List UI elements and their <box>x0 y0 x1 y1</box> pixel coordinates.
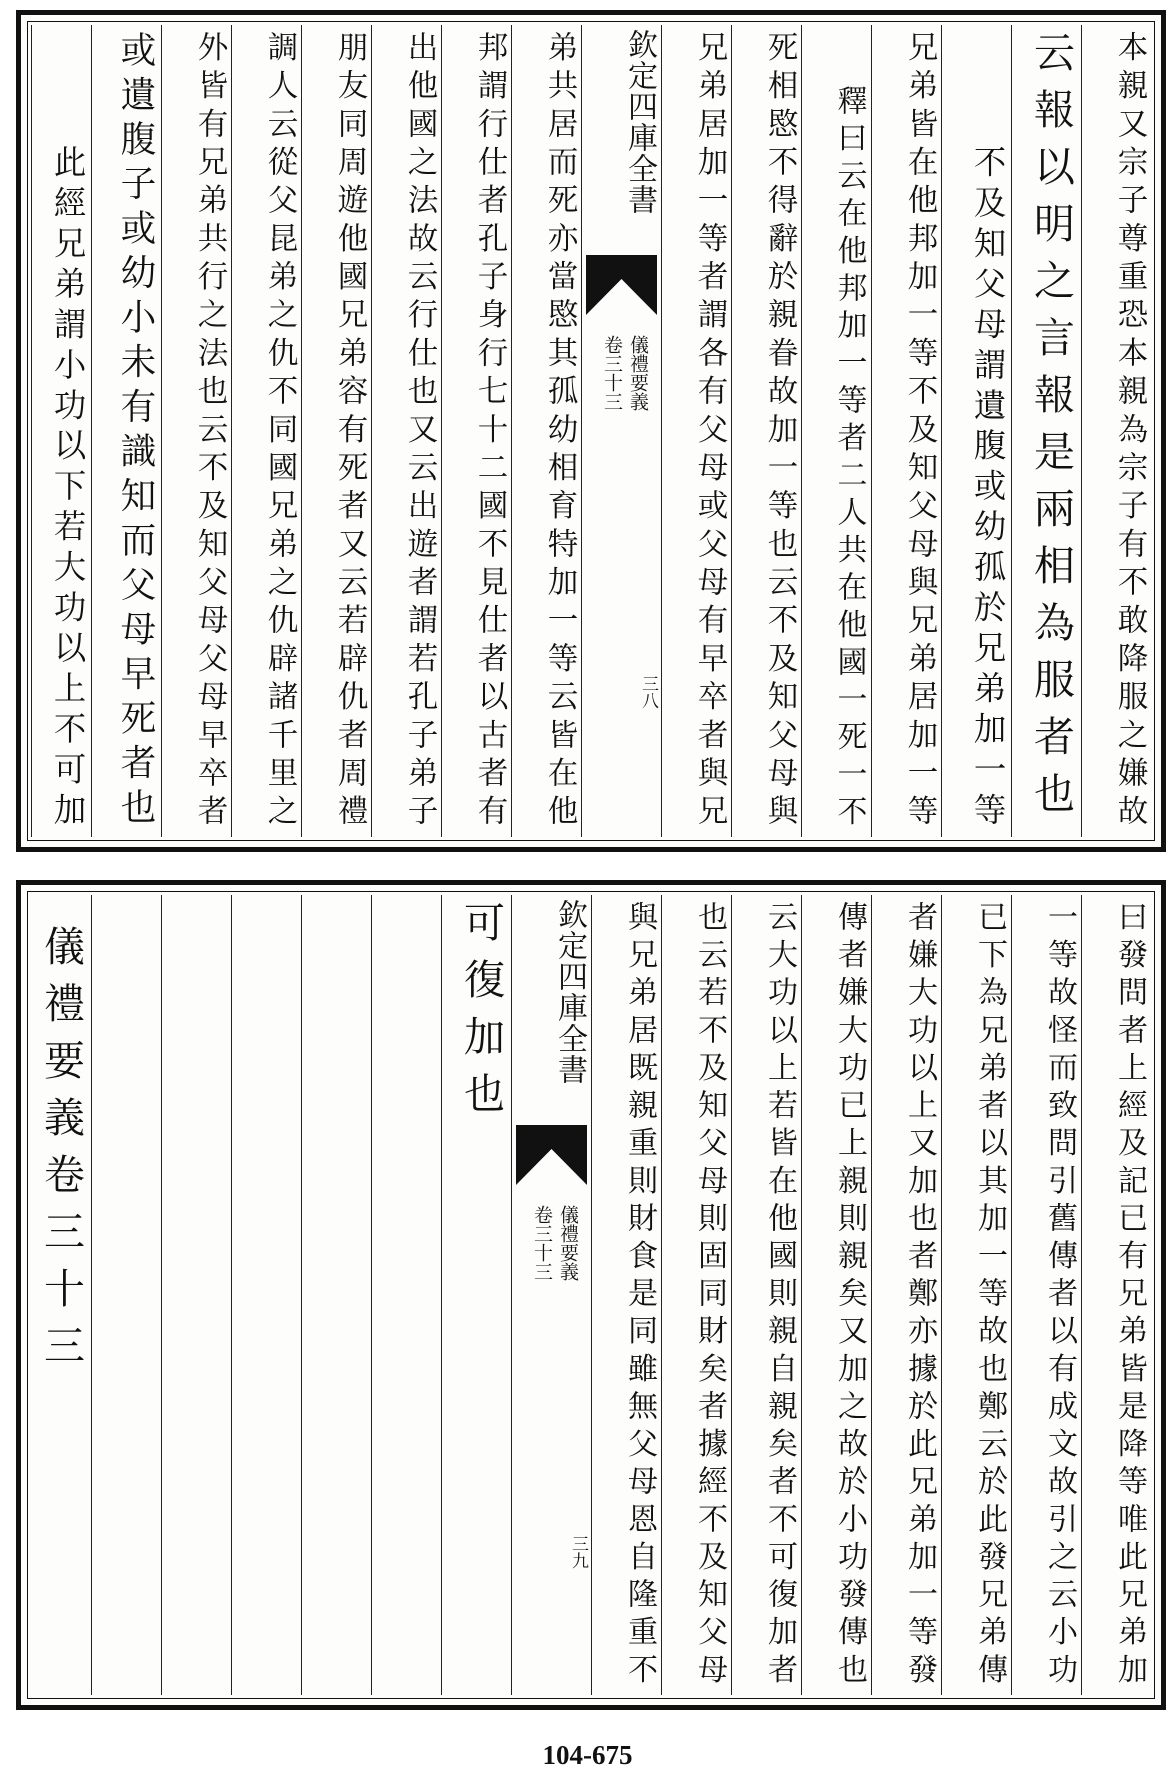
column-text: 不及知父母謂遺腹或幼孤於兄弟加一等 <box>969 145 1007 833</box>
center-fold <box>581 25 661 837</box>
text-column <box>0 25 31 837</box>
center-volume: 卷三十三 <box>601 335 623 411</box>
text-column <box>31 895 91 1695</box>
empty-column <box>91 895 161 1695</box>
column-text: 或遺腹子或幼小未有識知而父母早死者也 <box>115 31 156 833</box>
text-column <box>511 25 581 837</box>
text-column <box>1081 895 1151 1695</box>
column-text: 已下為兄弟者以其加一等故也鄭云於此發兄弟傳 <box>972 901 1007 1691</box>
column-text: 弟共居而死亦當愍其孤幼相育特加一等云皆在他 <box>542 31 577 833</box>
column-text: 出他國之法故云行仕也又云出遊者謂若孔子弟子 <box>402 31 437 833</box>
column-text: 調人云從父昆弟之仇不同國兄弟之仇辟諸千里之 <box>262 31 297 833</box>
column-text: 此經兄弟謂小功以下若大功以上不可加 <box>49 145 87 833</box>
top-page <box>16 10 1166 852</box>
column-text: 也云若不及知父母則固同財矣者據經不及知父母 <box>692 901 727 1691</box>
column-text: 可復加也 <box>457 901 505 1129</box>
center-book-title: 儀禮要義 <box>557 1205 579 1281</box>
text-column <box>1081 25 1151 837</box>
column-text: 者嫌大功以上又加也者鄭亦據於此兄弟加一等發 <box>902 901 937 1691</box>
column-text: 兄弟居加一等者謂各有父母或父母有早卒者與兄 <box>692 31 727 833</box>
column-text: 釋曰云在他邦加一等者二人共在他國一死一不 <box>832 85 867 833</box>
center-header-title: 欽定四庫全書 <box>622 29 657 215</box>
column-text: 云報以明之言報是兩相為服者也 <box>1027 31 1075 829</box>
text-column <box>661 895 731 1695</box>
text-column <box>231 25 301 837</box>
center-folio: 三八 <box>638 675 658 709</box>
column-text: 兄弟皆在他邦加一等不及知父母與兄弟居加一等 <box>902 31 937 833</box>
text-column <box>731 895 801 1695</box>
column-text: 外皆有兄弟共行之法也云不及知父母父母早卒者 <box>192 31 227 833</box>
page-number: 104-675 <box>542 1740 633 1770</box>
text-column <box>661 25 731 837</box>
text-column <box>441 895 511 1695</box>
bottom-page <box>16 880 1166 1710</box>
center-volume: 卷三十三 <box>531 1205 553 1281</box>
text-column <box>801 25 871 837</box>
center-book-title: 儀禮要義 <box>627 335 649 411</box>
text-column <box>731 25 801 837</box>
empty-column <box>161 895 231 1695</box>
column-text: 朋友同周遊他國兄弟容有死者又云若辟仇者周禮 <box>332 31 367 833</box>
text-column <box>441 25 511 837</box>
empty-column <box>301 895 371 1695</box>
text-column <box>1011 895 1081 1695</box>
text-column <box>941 25 1011 837</box>
text-column <box>871 895 941 1695</box>
text-column <box>1011 25 1081 837</box>
column-text: 與兄弟居既親重則財食是同雖無父母恩自隆重不 <box>622 901 657 1691</box>
column-text: 傳者嫌大功已上親則親矣又加之故於小功發傳也 <box>832 901 867 1691</box>
empty-column <box>231 895 301 1695</box>
center-folio: 三九 <box>568 1535 588 1569</box>
text-column <box>591 895 661 1695</box>
text-column <box>371 25 441 837</box>
text-column <box>301 25 371 837</box>
text-column <box>161 25 231 837</box>
empty-column <box>371 895 441 1695</box>
column-text: 云大功以上若皆在他國則親自親矣者不可復加者 <box>762 901 797 1691</box>
text-column <box>91 25 161 837</box>
column-text: 邦謂行仕者孔子身行七十二國不見仕者以古者有 <box>472 31 507 833</box>
column-text: 本親又宗子尊重恐本親為宗子有不敢降服之嫌故 <box>1112 31 1147 833</box>
center-fold <box>511 895 591 1695</box>
center-header-title: 欽定四庫全書 <box>552 899 587 1085</box>
fishtail-mark <box>516 1125 587 1185</box>
column-text: 曰發問者上經及記已有兄弟皆是降等唯此兄弟加 <box>1112 901 1147 1691</box>
text-column <box>941 895 1011 1695</box>
text-column <box>871 25 941 837</box>
text-column <box>801 895 871 1695</box>
text-column <box>31 25 91 837</box>
column-text: 死相愍不得辭於親眷故加一等也云不及知父母與 <box>762 31 797 833</box>
column-text: 一等故怪而致問引舊傳者以有成文故引之云小功 <box>1042 901 1077 1691</box>
fishtail-mark <box>586 255 657 315</box>
closing-title: 儀禮要義卷三十三 <box>37 925 85 1381</box>
